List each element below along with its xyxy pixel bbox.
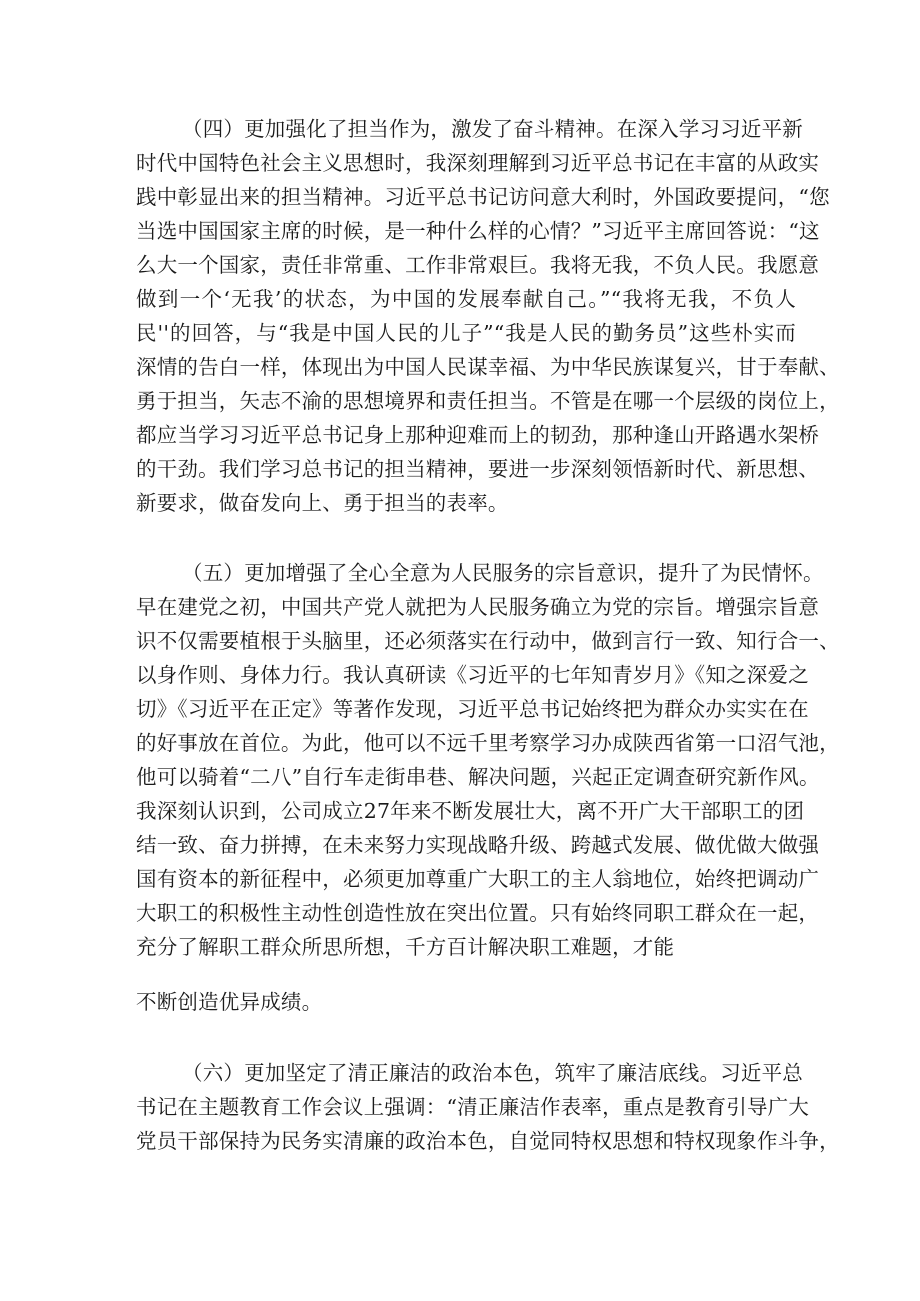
paragraph-line: 我深刻认识到，公司成立27年来不断发展壮大，离不开广大干部职工的团: [136, 799, 805, 823]
paragraph-line: 的好事放在首位。为此，他可以不远千里考察学习办成陕西省第一口沼气池，: [136, 731, 840, 755]
paragraph-line: 以身作则、身体力行。我认真研读《习近平的七年知青岁月》《知之深爱之: [136, 663, 809, 687]
paragraph-line: 国有资本的新征程中，必须更加尊重广大职工的主人翁地位，始终把调动广: [136, 867, 820, 891]
paragraph-line: （六）更加坚定了清正廉洁的政治本色，筑牢了廉洁底线。习近平总: [182, 1061, 803, 1085]
paragraph-line: 做到一个‘无我’的状态，为中国的发展奉献自己。”“我将无我，不负人: [136, 287, 796, 311]
paragraph-line: 他可以骑着“二八”自行车走街串巷、解决问题，兴起正定调查研究新作风。: [136, 765, 820, 789]
paragraph-line: 民''的回答，与“我是中国人民的儿子”“我是人民的勤务员”这些朴实而: [136, 321, 796, 345]
paragraph-line: 不断创造优异成绩。: [136, 990, 323, 1014]
paragraph-line: 党员干部保持为民务实清廉的政治本色，自觉同特权思想和特权现象作斗争，: [136, 1129, 840, 1153]
paragraph-line: （四）更加强化了担当作为，激发了奋斗精神。在深入学习习近平新: [182, 117, 803, 141]
paragraph-line: 深情的告白一样，体现出为中国人民谋幸福、为中华民族谋复兴，甘于奉献、: [136, 355, 840, 379]
paragraph-line: 充分了解职工群众所思所想，千方百计解决职工难题，才能: [136, 935, 675, 959]
paragraph-line: （五）更加增强了全心全意为人民服务的宗旨意识，提升了为民情怀。: [182, 561, 824, 585]
paragraph-line: 的干劲。我们学习总书记的担当精神，要进一步深刻领悟新时代、新思想、: [136, 457, 820, 481]
paragraph-line: 新要求，做奋发向上、勇于担当的表率。: [136, 491, 509, 515]
paragraph-line: 时代中国特色社会主义思想时，我深刻理解到习近平总书记在丰富的从政实: [136, 151, 820, 175]
paragraph-line: 大职工的积极性主动性创造性放在突出位置。只有始终同职工群众在一起，: [136, 901, 820, 925]
paragraph-line: 识不仅需要植根于头脑里，还必须落实在行动中，做到言行一致、知行合一、: [136, 629, 840, 653]
paragraph-line: 都应当学习习近平总书记身上那种迎难而上的韧劲，那种逢山开路遇水架桥: [136, 423, 820, 447]
paragraph-line: 勇于担当，矢志不渝的思想境界和责任担当。不管是在哪一个层级的岗位上，: [136, 389, 840, 413]
paragraph-line: 切》《习近平在正定》等著作发现，习近平总书记始终把为群众办实实在在: [136, 697, 809, 721]
paragraph-line: 当选中国国家主席的时候，是一种什么样的心情？”习近平主席回答说：“这: [136, 219, 820, 243]
paragraph-line: 书记在主题教育工作会议上强调：“清正廉洁作表率，重点是教育引导广大: [136, 1095, 810, 1119]
paragraph-line: 早在建党之初，中国共产党人就把为人民服务确立为党的宗旨。增强宗旨意: [136, 595, 820, 619]
paragraph-line: 结一致、奋力拼搏，在未来努力实现战略升级、跨越式发展、做优做大做强: [136, 833, 820, 857]
paragraph-line: 践中彰显出来的担当精神。习近平总书记访问意大利时，外国政要提问，“您: [136, 185, 830, 209]
paragraph-line: 么大一个国家，责任非常重、工作非常艰巨。我将无我，不负人民。我愿意: [136, 253, 820, 277]
